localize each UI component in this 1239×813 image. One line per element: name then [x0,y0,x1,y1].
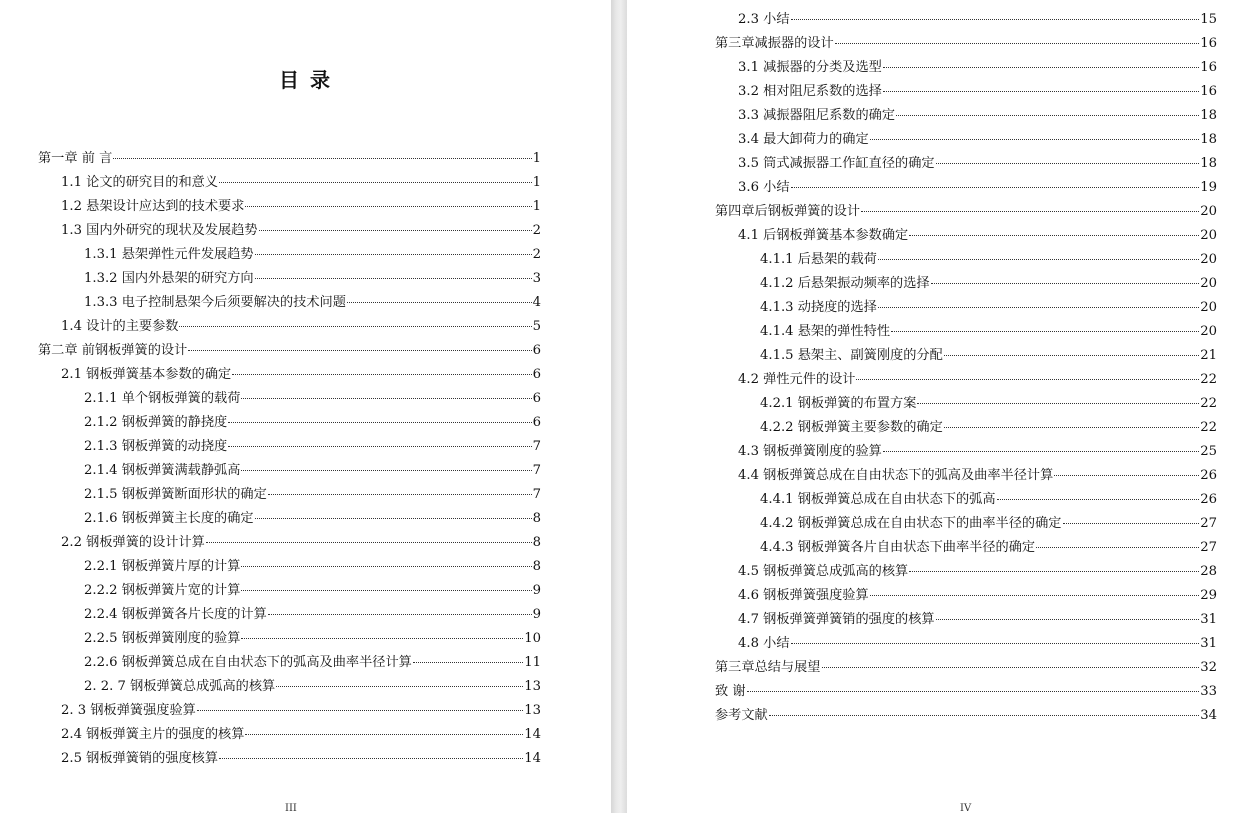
toc-entry-page-number: 21 [1200,348,1217,363]
toc-entry-title: 3.2 相对阻尼系数的选择 [738,84,882,99]
toc-dot-leader [268,494,532,495]
toc-entry-page-number: 26 [1200,468,1217,483]
toc-entry-title: 第四章后钢板弹簧的设计 [715,204,861,219]
toc-entry[interactable] [738,440,1217,464]
toc-entry-page-number: 7 [532,487,541,502]
toc-entry[interactable] [760,488,1217,512]
toc-entry[interactable] [760,344,1217,368]
toc-entry[interactable] [61,219,541,243]
toc-entry[interactable] [738,56,1217,80]
toc-entry[interactable] [61,171,541,195]
toc-entry-title: 4.2.2 钢板弹簧主要参数的确定 [760,420,943,435]
toc-entry-page-number: 26 [1200,492,1217,507]
toc-entry-page-number: 20 [1200,204,1217,219]
toc-entry-page-number: 16 [1200,60,1217,75]
toc-dot-leader [241,590,531,591]
toc-dot-leader [769,715,1199,716]
toc-entry-page-number: 15 [1200,12,1217,27]
toc-entry-title: 4.4.3 钢板弹簧各片自由状态下曲率半径的确定 [760,540,1036,555]
toc-entry-page-number: 8 [532,511,541,526]
toc-dot-leader [822,667,1200,668]
toc-entry[interactable] [760,248,1217,272]
toc-entry[interactable] [84,507,541,531]
toc-dot-leader [268,614,532,615]
toc-entry-page-number: 20 [1200,300,1217,315]
toc-dot-leader [1036,547,1199,548]
toc-entry[interactable] [84,483,541,507]
toc-entry-page-number: 25 [1200,444,1217,459]
toc-dot-leader [228,446,531,447]
toc-dot-leader [113,158,531,159]
toc-entry-page-number: 6 [532,367,541,382]
page-gutter [611,0,627,813]
toc-list-right [627,0,1239,813]
toc-entry-title: 1.2 悬架设计应达到的技术要求 [61,199,245,214]
toc-entry[interactable] [61,531,541,555]
toc-entry-title: 2.3 小结 [738,12,790,27]
toc-entry-title: 2.1.3 钢板弹簧的动挠度 [84,439,228,454]
toc-entry-page-number: 14 [524,727,541,742]
toc-entry-title: 4.2 弹性元件的设计 [738,372,856,387]
toc-entry-title: 3.5 筒式减振器工作缸直径的确定 [738,156,935,171]
toc-entry-title: 第二章 前钢板弹簧的设计 [38,343,188,358]
toc-entry-page-number: 20 [1200,228,1217,243]
toc-title: 目 录 [279,68,332,92]
toc-entry-page-number: 27 [1200,516,1217,531]
toc-entry-page-number: 20 [1200,276,1217,291]
toc-entry[interactable] [84,243,541,267]
toc-entry-title: 4.3 钢板弹簧刚度的验算 [738,444,882,459]
toc-entry-page-number: 28 [1200,564,1217,579]
toc-entry-title: 4.1.2 后悬架振动频率的选择 [760,276,930,291]
toc-entry-title: 2.1.6 钢板弹簧主长度的确定 [84,511,254,526]
toc-entry-page-number: 2 [532,223,541,238]
toc-entry[interactable] [738,368,1217,392]
toc-entry[interactable] [738,8,1217,32]
toc-entry-page-number: 34 [1200,708,1217,723]
toc-entry-page-number: 22 [1200,372,1217,387]
toc-entry[interactable] [38,147,541,171]
toc-entry-title: 2.1.1 单个钢板弹簧的载荷 [84,391,241,406]
toc-dot-leader [883,91,1199,92]
toc-entry[interactable] [738,176,1217,200]
toc-entry-page-number: 10 [524,631,541,646]
toc-entry-page-number: 14 [524,751,541,766]
toc-dot-leader [232,374,531,375]
toc-dot-leader [931,283,1200,284]
toc-entry[interactable] [738,80,1217,104]
toc-entry-title: 4.1.4 悬架的弹性特性 [760,324,891,339]
toc-entry-page-number: 1 [532,151,541,166]
toc-dot-leader [870,595,1200,596]
toc-entry-page-number: 2 [532,247,541,262]
toc-entry-title: 1.1 论文的研究目的和意义 [61,175,219,190]
toc-entry[interactable] [760,272,1217,296]
toc-dot-leader [1054,475,1199,476]
toc-entry-page-number: 6 [532,415,541,430]
toc-entry[interactable] [715,704,1217,728]
toc-entry-title: 4.4 钢板弹簧总成在自由状态下的弧高及曲率半径计算 [738,468,1054,483]
toc-entry-title: 4.1.3 动挠度的选择 [760,300,877,315]
toc-entry-page-number: 5 [532,319,541,334]
toc-entry[interactable] [84,387,541,411]
toc-entry-title: 2. 2. 7 钢板弹簧总成弧高的核算 [84,679,276,694]
toc-entry-title: 致 谢 [715,684,746,699]
toc-entry[interactable] [738,224,1217,248]
toc-entry-page-number: 4 [532,295,541,310]
toc-entry[interactable] [84,603,541,627]
toc-entry-title: 2.2.6 钢板弹簧总成在自由状态下的弧高及曲率半径计算 [84,655,412,670]
toc-entry[interactable] [738,104,1217,128]
toc-entry[interactable] [760,392,1217,416]
toc-entry[interactable] [760,536,1217,560]
toc-entry[interactable] [61,699,541,723]
toc-dot-leader [791,187,1200,188]
toc-dot-leader [255,254,532,255]
toc-dot-leader [179,326,531,327]
toc-entry-page-number: 22 [1200,420,1217,435]
toc-dot-leader [791,19,1200,20]
toc-entry-page-number: 8 [532,535,541,550]
toc-dot-leader [219,182,532,183]
toc-entry-page-number: 19 [1200,180,1217,195]
toc-entry-page-number: 6 [532,391,541,406]
toc-entry-title: 2.2.2 钢板弹簧片宽的计算 [84,583,241,598]
toc-dot-leader [791,643,1200,644]
toc-entry-page-number: 31 [1200,612,1217,627]
toc-entry-title: 4.1.1 后悬架的载荷 [760,252,877,267]
toc-dot-leader [944,355,1199,356]
toc-entry-page-number: 7 [532,463,541,478]
toc-dot-leader [883,451,1199,452]
toc-entry[interactable] [61,315,541,339]
toc-dot-leader [259,230,532,231]
toc-entry-title: 3.4 最大卸荷力的确定 [738,132,869,147]
toc-entry-title: 2.2.1 钢板弹簧片厚的计算 [84,559,241,574]
toc-entry-title: 1.3.3 电子控制悬架今后须要解决的技术问题 [84,295,346,310]
toc-entry-page-number: 1 [532,175,541,190]
toc-entry[interactable] [84,435,541,459]
toc-entry[interactable] [84,555,541,579]
toc-entry[interactable] [738,464,1217,488]
toc-entry-title: 4.1 后钢板弹簧基本参数确定 [738,228,909,243]
toc-dot-leader [896,115,1199,116]
toc-entry[interactable] [760,512,1217,536]
toc-dot-leader [241,638,523,639]
toc-entry-title: 第三章减振器的设计 [715,36,834,51]
toc-entry-page-number: 31 [1200,636,1217,651]
toc-entry[interactable] [84,411,541,435]
toc-dot-leader [997,499,1200,500]
toc-entry-title: 4.1.5 悬架主、副簧刚度的分配 [760,348,943,363]
toc-entry-page-number: 7 [532,439,541,454]
toc-entry[interactable] [84,267,541,291]
page-number-footer: III [285,803,297,813]
toc-entry-title: 2. 3 钢板弹簧强度验算 [61,703,196,718]
toc-entry-title: 1.3.1 悬架弹性元件发展趋势 [84,247,254,262]
toc-dot-leader [856,379,1199,380]
toc-entry-page-number: 27 [1200,540,1217,555]
toc-dot-leader [276,686,523,687]
toc-dot-leader [917,403,1199,404]
toc-entry-title: 3.1 减振器的分类及选型 [738,60,882,75]
toc-dot-leader [861,211,1199,212]
toc-entry-page-number: 13 [524,679,541,694]
toc-entry-title: 2.1.4 钢板弹簧满载静弧高 [84,463,241,478]
toc-entry[interactable] [738,560,1217,584]
toc-entry[interactable] [84,675,541,699]
toc-dot-leader [747,691,1200,692]
toc-entry-title: 参考文献 [715,708,768,723]
toc-page-left [0,0,611,813]
toc-entry-page-number: 11 [524,655,541,670]
toc-entry-title: 4.7 钢板弹簧弹簧销的强度的核算 [738,612,935,627]
toc-entry[interactable] [61,747,541,771]
toc-dot-leader [936,163,1200,164]
toc-entry-title: 1.3 国内外研究的现状及发展趋势 [61,223,258,238]
toc-entry-page-number: 20 [1200,252,1217,267]
toc-entry-title: 1.4 设计的主要参数 [61,319,179,334]
toc-entry[interactable] [760,296,1217,320]
toc-entry-title: 2.2.5 钢板弹簧刚度的验算 [84,631,241,646]
toc-entry-title: 2.1.2 钢板弹簧的静挠度 [84,415,228,430]
toc-dot-leader [241,398,531,399]
toc-dot-leader [936,619,1200,620]
toc-dot-leader [245,206,531,207]
toc-dot-leader [197,710,523,711]
toc-entry[interactable] [715,200,1217,224]
toc-entry-page-number: 18 [1200,132,1217,147]
toc-dot-leader [835,43,1200,44]
toc-entry-title: 1.3.2 国内外悬架的研究方向 [84,271,254,286]
toc-dot-leader [883,67,1199,68]
toc-dot-leader [241,470,531,471]
toc-entry-page-number: 22 [1200,396,1217,411]
toc-entry[interactable] [738,632,1217,656]
toc-entry-title: 2.2.4 钢板弹簧各片长度的计算 [84,607,267,622]
toc-entry-title: 第一章 前 言 [38,151,113,166]
toc-entry-title: 4.8 小结 [738,636,790,651]
toc-entry-page-number: 18 [1200,108,1217,123]
toc-entry[interactable] [738,128,1217,152]
toc-entry-title: 2.1.5 钢板弹簧断面形状的确定 [84,487,267,502]
toc-entry[interactable] [715,680,1217,704]
toc-entry[interactable] [38,339,541,363]
toc-entry[interactable] [84,459,541,483]
toc-entry-page-number: 32 [1200,660,1217,675]
toc-entry[interactable] [84,291,541,315]
toc-page-right [627,0,1239,813]
toc-dot-leader [228,422,531,423]
toc-dot-leader [878,307,1199,308]
toc-dot-leader [870,139,1200,140]
toc-entry-page-number: 1 [532,199,541,214]
toc-dot-leader [245,734,523,735]
toc-list-left [0,0,611,813]
toc-entry-page-number: 16 [1200,36,1217,51]
toc-entry-page-number: 13 [524,703,541,718]
toc-entry[interactable] [61,723,541,747]
toc-entry-page-number: 33 [1200,684,1217,699]
toc-entry-title: 4.5 钢板弹簧总成弧高的核算 [738,564,909,579]
toc-entry-title: 4.4.1 钢板弹簧总成在自由状态下的弧高 [760,492,996,507]
toc-entry[interactable] [738,152,1217,176]
toc-entry-title: 3.6 小结 [738,180,790,195]
toc-entry[interactable] [738,608,1217,632]
toc-entry[interactable] [61,363,541,387]
toc-entry-title: 2.4 钢板弹簧主片的强度的核算 [61,727,245,742]
toc-dot-leader [206,542,532,543]
toc-dot-leader [878,259,1199,260]
toc-dot-leader [909,571,1199,572]
toc-entry-page-number: 20 [1200,324,1217,339]
toc-dot-leader [188,350,531,351]
toc-entry[interactable] [715,656,1217,680]
toc-entry-page-number: 3 [532,271,541,286]
toc-dot-leader [347,302,532,303]
toc-entry[interactable] [84,627,541,651]
toc-entry-title: 2.5 钢板弹簧销的强度核算 [61,751,219,766]
toc-entry-title: 3.3 减振器阻尼系数的确定 [738,108,896,123]
toc-entry-title: 2.1 钢板弹簧基本参数的确定 [61,367,232,382]
toc-dot-leader [909,235,1199,236]
toc-entry[interactable] [61,195,541,219]
toc-dot-leader [255,278,532,279]
toc-entry[interactable] [760,320,1217,344]
toc-dot-leader [219,758,523,759]
toc-entry-page-number: 16 [1200,84,1217,99]
page-number-footer: IV [960,803,972,813]
toc-entry-title: 4.4.2 钢板弹簧总成在自由状态下的曲率半径的确定 [760,516,1062,531]
toc-entry-page-number: 6 [532,343,541,358]
toc-entry[interactable] [84,651,541,675]
toc-entry-page-number: 29 [1200,588,1217,603]
toc-dot-leader [413,662,523,663]
toc-entry-title: 4.2.1 钢板弹簧的布置方案 [760,396,917,411]
toc-entry[interactable] [738,584,1217,608]
toc-dot-leader [255,518,532,519]
toc-entry-title: 2.2 钢板弹簧的设计计算 [61,535,205,550]
toc-entry-page-number: 9 [532,607,541,622]
toc-entry-page-number: 8 [532,559,541,574]
toc-dot-leader [891,331,1199,332]
toc-entry-title: 第三章总结与展望 [715,660,821,675]
toc-dot-leader [1063,523,1200,524]
toc-entry[interactable] [715,32,1217,56]
toc-dot-leader [241,566,531,567]
toc-entry[interactable] [760,416,1217,440]
toc-entry-page-number: 18 [1200,156,1217,171]
toc-entry[interactable] [84,579,541,603]
toc-entry-title: 4.6 钢板弹簧强度验算 [738,588,869,603]
toc-dot-leader [944,427,1199,428]
toc-entry-page-number: 9 [532,583,541,598]
